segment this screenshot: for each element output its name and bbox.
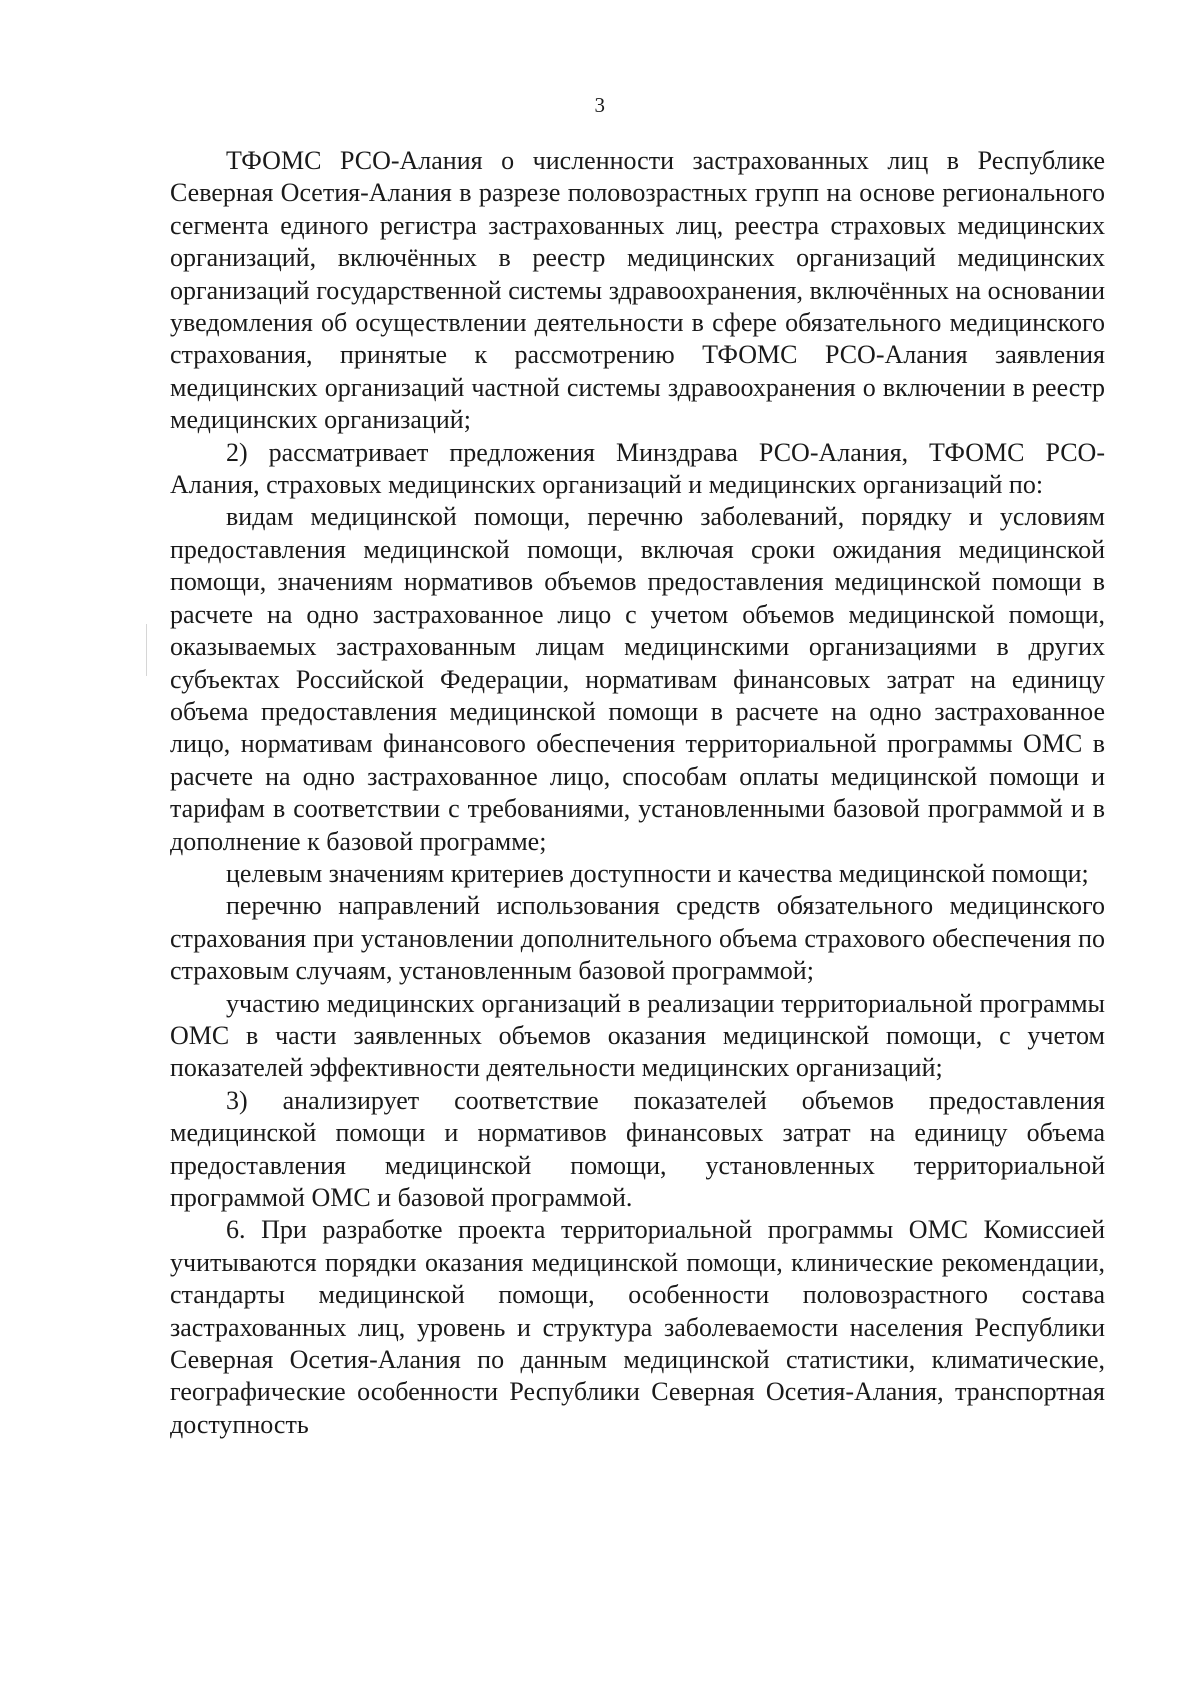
paragraph: перечню направлений использования средств обязательного медицинского страхования при установлении дополнительного объема страхового обеспечения по страховым случаям, установленным базовой программой;	[170, 891, 1105, 986]
paragraph: участию медицинских организаций в реализации территориальной программы ОМС в части заявленных объемов оказания медицинской помощи, с учетом показателей эффективности деятельности медицинских организаций;	[170, 988, 1105, 1083]
paragraph: 2) рассматривает предложения Минздрава РСО-Алания, ТФОМС РСО-Алания, страховых медицинских организаций и медицинских организаций по:	[170, 437, 1105, 500]
paragraph: целевым значениям критериев доступности и качества медицинской помощи;	[226, 858, 1089, 888]
scan-artifact-mark	[146, 624, 147, 676]
document-body	[170, 145, 1105, 1441]
paragraph: ТФОМС РСО-Алания о численности застрахованных лиц в Республике Северная Осетия-Алания в разрезе половозрастных групп на основе регионального сегмента единого регистра застрахованных лиц, реестра страховых медицинских организаций, включённых в реестр медицинских организаций медицинских организаций государственной системы здравоохранения, включённых на основании уведомления об осуществлении деятельности в сфере обязательного медицинского страхования, принятые к рассмотрению ТФОМС РСО-Алания заявления медицинских организаций частной системы здравоохранения о включении в реестр медицинских организаций;	[170, 146, 1105, 435]
paragraph: 3) анализирует соответствие показателей объемов предоставления медицинской помощи и нормативов финансовых затрат на единицу объема предоставления медицинской помощи, установленных территориальной программой ОМС и базовой программой.	[170, 1085, 1105, 1212]
paragraph: 6. При разработке проекта территориальной программы ОМС Комиссией учитываются порядки оказания медицинской помощи, клинические рекомендации, стандарты медицинской помощи, особенности половозрастного состава застрахованных лиц, уровень и структура заболеваемости населения Республики Северная Осетия-Алания по данным медицинской статистики, климатические, географические особенности Республики Северная Осетия-Алания, транспортная доступность	[170, 1215, 1105, 1439]
page-number: 3	[594, 93, 606, 117]
paragraph: видам медицинской помощи, перечню заболеваний, порядку и условиям предоставления медицинской помощи, включая сроки ожидания медицинской помощи, значениям нормативов объемов предоставления медицинской помощи в расчете на одно застрахованное лицо с учетом объемов медицинской помощи, оказываемых застрахованным лицам медицинскими организациями в других субъектах Российской Федерации, нормативам финансовых затрат на единицу объема предоставления медицинской помощи в расчете на одно застрахованное лицо, нормативам финансового обеспечения территориальной программы ОМС в расчете на одно застрахованное лицо, способам оплаты медицинской помощи и тарифам в соответствии с требованиями, установленными базовой программой и в дополнение к базовой программе;	[170, 502, 1105, 856]
